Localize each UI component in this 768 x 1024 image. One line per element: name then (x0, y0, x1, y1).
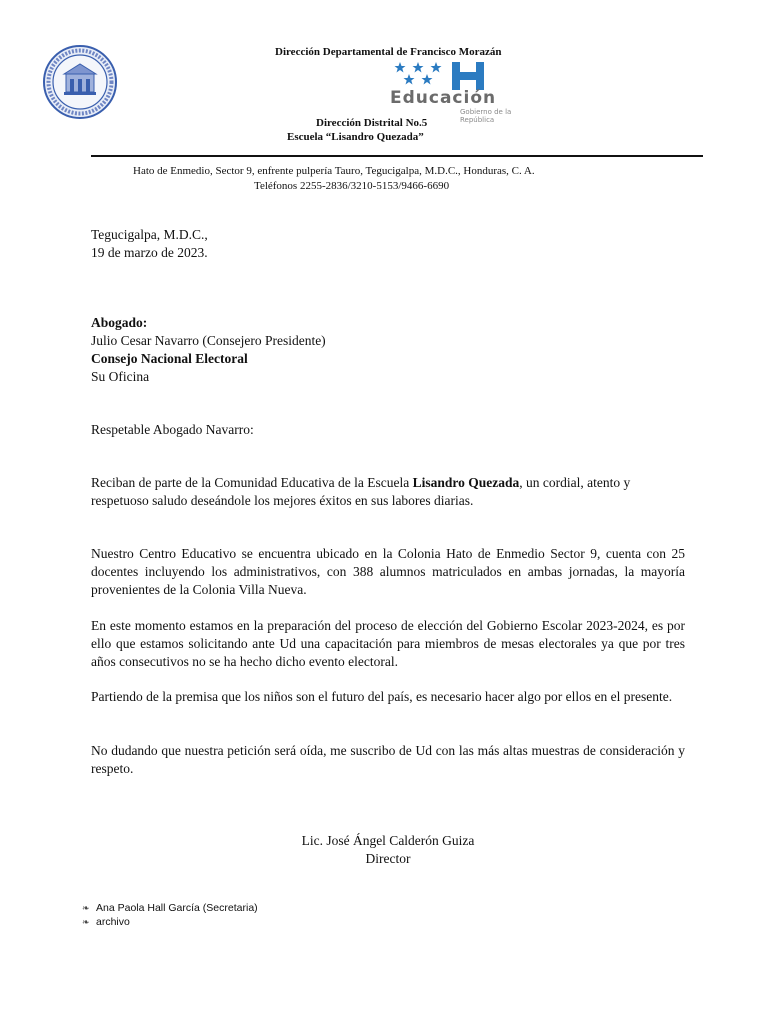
bullet-icon: ❧ (82, 903, 90, 913)
cc-list (82, 902, 258, 930)
paragraph-4: Partiendo de la premisa que los niños son el futuro del país, es necesario hacer algo por ellos en el presente. (91, 689, 673, 704)
address-line: Hato de Enmedio, Sector 9, enfrente pulpería Tauro, Tegucigalpa, M.D.C., Honduras, C. A. (133, 165, 535, 177)
cc-item-text: Ana Paola Hall García (Secretaria) (96, 902, 258, 914)
phones-line: Teléfonos 2255-2836/3210-5153/9466-6690 (254, 180, 450, 192)
direccion-departamental: Dirección Departamental de Francisco Morazán (275, 46, 502, 58)
date-day: 19 de marzo de 2023. (91, 245, 208, 260)
signature-name: Lic. José Ángel Calderón Guiza (301, 833, 475, 848)
recipient-institution: Consejo Nacional Electoral (91, 351, 248, 366)
recipient-name: Julio Cesar Navarro (Consejero Presidente) (91, 333, 326, 348)
educacion-logo (388, 60, 528, 124)
school-seal (42, 44, 118, 120)
recipient-office: Su Oficina (91, 369, 150, 384)
salutation: Respetable Abogado Navarro: (91, 422, 254, 437)
date-city: Tegucigalpa, M.D.C., (91, 227, 208, 242)
school-name-bold: Lisandro Quezada (412, 475, 520, 490)
escuela-name: Escuela “Lisandro Quezada” (287, 131, 424, 143)
cc-item (82, 902, 258, 916)
paragraph-2: Nuestro Centro Educativo se encuentra ubicado en la Colonia Hato de Enmedio Sector 9, cuenta con 25 docentes incluyendo los administrativos, con 388 alumnos matriculados en ambas jornadas, la mayoría provenientes de la Colonia Villa Nueva. (91, 546, 685, 597)
bullet-icon: ❧ (82, 917, 90, 927)
paragraph-3: En este momento estamos en la preparación del proceso de elección del Gobierno Escolar 2023-2024, es por ello que estamos solicitando ante Ud una capacitación para miembros de mesas electorales ya que por tres años consecutivos no se ha hecho dicho evento electoral. (91, 618, 685, 669)
cc-item (82, 916, 258, 930)
paragraph-1-end: , un cordial, atento y respetuoso saludo deseándole los mejores éxitos en sus labores diarias. (91, 475, 631, 508)
paragraph-5: No dudando que nuestra petición será oída, me suscribo de Ud con las más altas muestras de consideración y respeto. (91, 743, 685, 776)
paragraph-1 (91, 474, 685, 510)
recipient-title: Abogado: (91, 315, 148, 330)
direccion-distrital: Dirección Distrital No.5 (316, 117, 428, 129)
logo-title: Educación (390, 88, 497, 108)
cc-item-text: archivo (96, 916, 130, 928)
signature-block (91, 832, 685, 868)
logo-subtitle: Gobierno de la República (460, 108, 512, 124)
paragraph-1-start: Reciban de parte de la Comunidad Educativa de la Escuela (91, 475, 413, 490)
signature-role: Director (365, 851, 411, 866)
header-divider (91, 155, 703, 157)
